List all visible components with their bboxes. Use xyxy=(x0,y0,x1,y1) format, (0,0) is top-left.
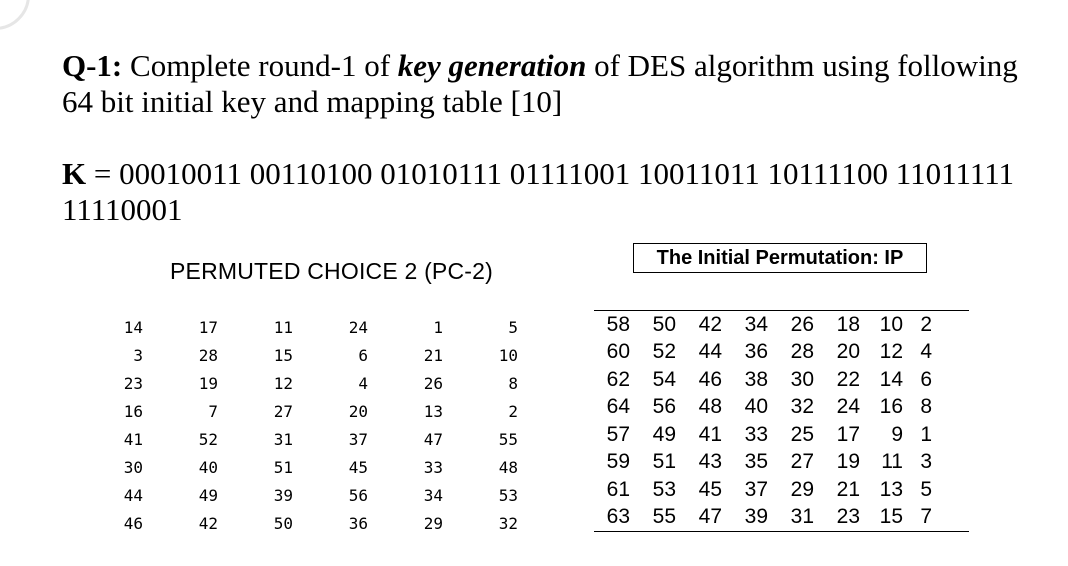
ip-cell: 25 xyxy=(790,422,814,446)
ip-cell: 13 xyxy=(879,477,903,501)
ip-cell: 26 xyxy=(790,312,814,336)
ip-cell: 44 xyxy=(698,340,722,364)
pc2-row xyxy=(98,481,518,509)
question-emphasis: key generation xyxy=(397,48,587,83)
pc2-cell: 20 xyxy=(348,401,368,421)
ip-cell: 31 xyxy=(790,505,814,529)
pc2-row xyxy=(98,509,518,537)
ip-row xyxy=(594,339,969,367)
ip-cell: 20 xyxy=(836,340,860,364)
ip-cell: 64 xyxy=(606,395,630,419)
ip-cell: 43 xyxy=(698,450,722,474)
pc2-cell: 19 xyxy=(198,373,218,393)
pc2-cell: 31 xyxy=(273,429,293,449)
ip-cell: 6 xyxy=(920,367,932,391)
ip-cell: 47 xyxy=(698,505,722,529)
pc2-cell: 21 xyxy=(423,345,443,365)
ip-cell: 4 xyxy=(920,340,932,364)
ip-cell: 40 xyxy=(744,395,768,419)
ip-cell: 3 xyxy=(920,450,932,474)
pc2-cell: 7 xyxy=(208,401,218,421)
pc2-cell: 37 xyxy=(348,429,368,449)
ip-cell: 39 xyxy=(744,505,768,529)
ip-cell: 41 xyxy=(698,422,722,446)
ip-cell: 1 xyxy=(920,422,932,446)
pc2-cell: 44 xyxy=(123,485,143,505)
corner-decoration xyxy=(0,0,30,30)
question-text-before: Complete round-1 of xyxy=(122,48,398,83)
ip-cell: 62 xyxy=(606,367,630,391)
pc2-cell: 3 xyxy=(133,345,143,365)
ip-cell: 17 xyxy=(836,422,860,446)
pc2-cell: 6 xyxy=(358,345,368,365)
ip-cell: 14 xyxy=(879,367,903,391)
ip-cell: 59 xyxy=(606,450,630,474)
pc2-cell: 5 xyxy=(508,317,518,337)
pc2-cell: 8 xyxy=(508,373,518,393)
ip-row xyxy=(594,449,969,477)
question-label: Q-1: xyxy=(62,48,123,83)
pc2-cell: 45 xyxy=(348,457,368,477)
pc2-cell: 16 xyxy=(123,401,143,421)
ip-cell: 29 xyxy=(790,477,814,501)
ip-row xyxy=(594,476,969,504)
question-text xyxy=(62,48,1052,120)
ip-cell: 61 xyxy=(606,477,630,501)
pc2-cell: 13 xyxy=(423,401,443,421)
pc2-cell: 46 xyxy=(123,513,143,533)
ip-cell: 32 xyxy=(790,395,814,419)
ip-cell: 35 xyxy=(744,450,768,474)
pc2-cell: 48 xyxy=(498,457,518,477)
ip-row xyxy=(594,421,969,449)
ip-cell: 38 xyxy=(744,367,768,391)
pc2-cell: 32 xyxy=(498,513,518,533)
ip-cell: 33 xyxy=(744,422,768,446)
pc2-cell: 17 xyxy=(198,317,218,337)
ip-cell: 8 xyxy=(920,395,932,419)
ip-cell: 58 xyxy=(606,312,630,336)
ip-cell: 48 xyxy=(698,395,722,419)
pc2-cell: 14 xyxy=(123,317,143,337)
pc2-cell: 53 xyxy=(498,485,518,505)
ip-cell: 49 xyxy=(652,422,676,446)
ip-cell: 63 xyxy=(606,505,630,529)
pc2-cell: 1 xyxy=(433,317,443,337)
pc2-cell: 28 xyxy=(198,345,218,365)
key-line xyxy=(62,156,1062,228)
ip-row xyxy=(594,504,969,532)
pc2-cell: 51 xyxy=(273,457,293,477)
ip-cell: 11 xyxy=(881,450,903,474)
pc2-cell: 49 xyxy=(198,485,218,505)
pc2-cell: 42 xyxy=(198,513,218,533)
ip-cell: 22 xyxy=(836,367,860,391)
ip-cell: 56 xyxy=(652,395,676,419)
question-text-after: of DES algorithm using following 64 bit initial key and mapping table [10] xyxy=(62,48,1018,119)
pc2-cell: 26 xyxy=(423,373,443,393)
ip-row xyxy=(594,394,969,422)
key-label: K xyxy=(62,156,87,191)
pc2-cell: 34 xyxy=(423,485,443,505)
ip-row xyxy=(594,366,969,394)
pc2-row xyxy=(98,397,518,425)
pc2-cell: 11 xyxy=(273,317,293,337)
ip-cell: 15 xyxy=(879,505,903,529)
pc2-row xyxy=(98,341,518,369)
ip-cell: 54 xyxy=(652,367,676,391)
pc2-cell: 30 xyxy=(123,457,143,477)
pc2-cell: 56 xyxy=(348,485,368,505)
ip-cell: 9 xyxy=(891,422,903,446)
pc2-cell: 4 xyxy=(358,373,368,393)
pc2-cell: 2 xyxy=(508,401,518,421)
ip-cell: 42 xyxy=(698,312,722,336)
ip-cell: 60 xyxy=(606,340,630,364)
pc2-title: PERMUTED CHOICE 2 (PC-2) xyxy=(170,258,493,284)
key-value: = 00010011 00110100 01010111 01111001 10011011 10111100 11011111 11110001 xyxy=(62,156,1015,227)
pc2-row xyxy=(98,453,518,481)
pc2-cell: 29 xyxy=(423,513,443,533)
ip-cell: 2 xyxy=(920,312,932,336)
ip-cell: 53 xyxy=(652,477,676,501)
ip-cell: 18 xyxy=(836,312,860,336)
pc2-row xyxy=(98,313,518,341)
pc2-cell: 40 xyxy=(198,457,218,477)
pc2-cell: 33 xyxy=(423,457,443,477)
pc2-cell: 52 xyxy=(198,429,218,449)
ip-cell: 57 xyxy=(606,422,630,446)
ip-cell: 16 xyxy=(879,395,903,419)
ip-cell: 37 xyxy=(744,477,768,501)
ip-cell: 34 xyxy=(744,312,768,336)
ip-cell: 30 xyxy=(790,367,814,391)
ip-cell: 52 xyxy=(652,340,676,364)
pc2-row xyxy=(98,425,518,453)
pc2-row xyxy=(98,369,518,397)
ip-cell: 46 xyxy=(698,367,722,391)
ip-cell: 36 xyxy=(744,340,768,364)
pc2-cell: 27 xyxy=(273,401,293,421)
pc2-cell: 24 xyxy=(348,317,368,337)
ip-cell: 24 xyxy=(836,395,860,419)
ip-cell: 5 xyxy=(920,477,932,501)
pc2-cell: 10 xyxy=(498,345,518,365)
pc2-cell: 15 xyxy=(273,345,293,365)
ip-cell: 27 xyxy=(790,450,814,474)
pc2-cell: 50 xyxy=(273,513,293,533)
ip-cell: 51 xyxy=(652,450,676,474)
ip-cell: 21 xyxy=(836,477,860,501)
ip-cell: 19 xyxy=(836,450,860,474)
ip-table xyxy=(594,310,969,532)
pc2-cell: 12 xyxy=(273,373,293,393)
pc2-cell: 36 xyxy=(348,513,368,533)
pc2-cell: 55 xyxy=(498,429,518,449)
ip-cell: 12 xyxy=(879,340,903,364)
ip-cell: 7 xyxy=(920,505,932,529)
ip-cell: 50 xyxy=(652,312,676,336)
ip-title: The Initial Permutation: IP xyxy=(633,243,927,273)
pc2-cell: 41 xyxy=(123,429,143,449)
pc2-cell: 23 xyxy=(123,373,143,393)
ip-cell: 10 xyxy=(879,312,903,336)
ip-cell: 23 xyxy=(836,505,860,529)
ip-cell: 28 xyxy=(790,340,814,364)
ip-cell: 45 xyxy=(698,477,722,501)
ip-row xyxy=(594,311,969,339)
pc2-cell: 39 xyxy=(273,485,293,505)
pc2-table xyxy=(98,313,518,537)
pc2-cell: 47 xyxy=(423,429,443,449)
ip-cell: 55 xyxy=(652,505,676,529)
